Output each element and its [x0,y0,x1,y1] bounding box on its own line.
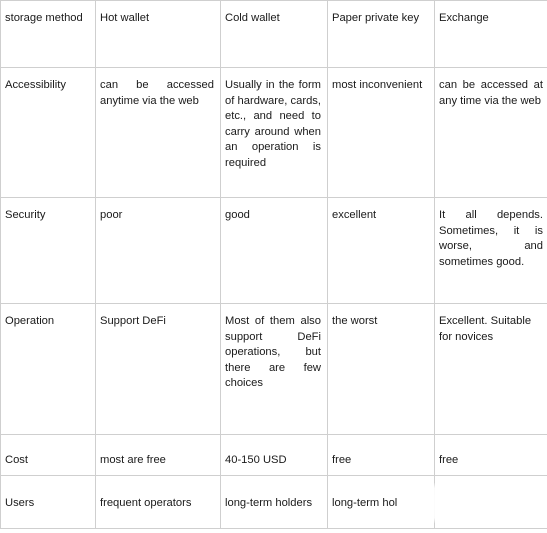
header-cell: Hot wallet [96,1,221,68]
header-cell: storage method [1,1,96,68]
table-cell: poor [96,198,221,304]
table-cell: long-term holders [221,475,328,528]
table-cell: most inconvenient [328,68,435,198]
header-cell: Exchange [435,1,547,68]
table-cell: long-term hol [328,475,435,528]
row-label: Cost [1,435,96,476]
row-label: Accessibility [1,68,96,198]
table-cell: most are free [96,435,221,476]
table-cell: Support DeFi [96,304,221,435]
table-cell: can be accessed at any time via the web [435,68,547,198]
header-cell: Cold wallet [221,1,328,68]
table-cell: Excellent. Suitable for novices [435,304,547,435]
table-row [1,435,547,476]
table-row [1,304,547,435]
table-cell: free [435,435,547,476]
table-cell: It all depends. Sometimes, it is worse, and sometimes good. [435,198,547,304]
table-cell: the worst [328,304,435,435]
header-cell: Paper private key [328,1,435,68]
table-cell: 40-150 USD [221,435,328,476]
table-cell: excellent [328,198,435,304]
image-blur-artifact [401,483,531,523]
row-label: Security [1,198,96,304]
table-row [1,198,547,304]
table-cell: good [221,198,328,304]
table-cell: Most of them also support DeFi operations, but there are few choices [221,304,328,435]
table-cell: frequent operators [96,475,221,528]
table-cell: can be accessed anytime via the web [96,68,221,198]
table-row [1,68,547,198]
row-label: Users [1,475,96,528]
table-cell: free [328,435,435,476]
row-label: Operation [1,304,96,435]
table-header-row [1,1,547,68]
table-cell: Usually in the form of hardware, cards, etc., and need to carry around when an operation is required [221,68,328,198]
